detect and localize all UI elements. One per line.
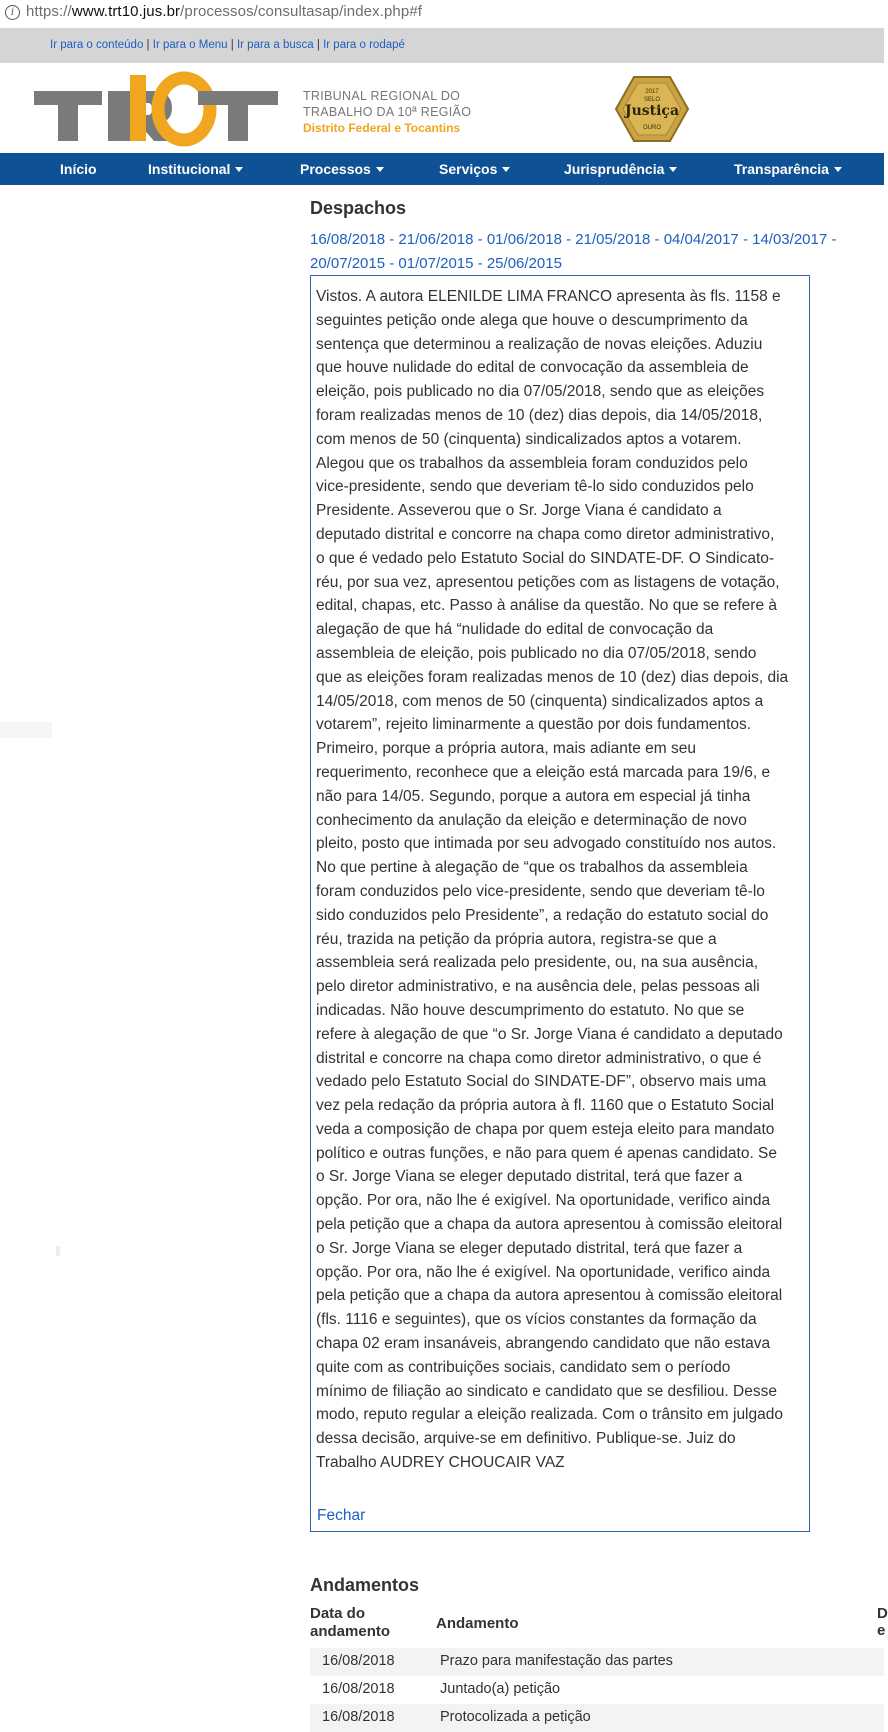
- main-navigation: [0, 153, 884, 185]
- justica-seal-icon: [614, 73, 690, 145]
- despacho-text-line: opção. Por ora, não lhe é exigível. Na oportunidade, verifico ainda: [316, 1263, 771, 1281]
- despacho-text-line: modo, reputo regular a eleição realizada. Com o trânsito em julgado: [316, 1406, 783, 1424]
- despachos-title: Despachos: [310, 198, 407, 218]
- col-header-cut-line2: e: [877, 1622, 886, 1639]
- cell-date: 16/08/2018: [322, 1653, 395, 1669]
- date-link[interactable]: 25/06/2015: [486, 255, 562, 272]
- despacho-text-line: Presidente. Asseverou que o Sr. Jorge Viana é candidato a: [316, 502, 722, 520]
- nav-item-transparencia[interactable]: Transparência: [734, 161, 842, 177]
- browser-address-bar[interactable]: [0, 0, 884, 29]
- skip-to-menu-link[interactable]: Ir para o Menu: [152, 39, 228, 51]
- table-row: [310, 1676, 884, 1704]
- despacho-text-line: mínimo de filiação ao sindicato e candidato que se desfiliou. Desse: [316, 1382, 777, 1400]
- table-row: [310, 1648, 884, 1676]
- separator: -: [389, 231, 395, 248]
- separator: -: [831, 231, 837, 248]
- cell-date: 16/08/2018: [322, 1681, 395, 1697]
- despacho-text-line: político e outras funções, e não para quem é apenas candidato. Se: [316, 1144, 778, 1162]
- date-links-row-1: [310, 228, 884, 252]
- despacho-text-line: No que pertine à alegação de “que os trabalhos da assembleia: [316, 859, 748, 877]
- date-links-row-2: [310, 252, 884, 276]
- col-header-cut-line1: D: [877, 1605, 888, 1622]
- skip-to-footer-link[interactable]: Ir para o rodapé: [323, 39, 405, 51]
- col-header-date-line1: Data do: [310, 1605, 366, 1622]
- close-link[interactable]: Fechar: [317, 1507, 366, 1524]
- caret-down-icon: [834, 167, 842, 172]
- despacho-text-line: não para 14/05. Segundo, porque a autora em especial já tinha: [316, 787, 751, 805]
- separator: -: [389, 255, 395, 272]
- despacho-text-line: Primeiro, porque a própria autora, mais adiante em seu: [316, 740, 696, 758]
- seal-top: SELO: [643, 97, 661, 103]
- date-link[interactable]: 21/06/2018: [398, 231, 474, 248]
- despacho-text-line: conhecimento da anulação da eleição e determinação de novo: [316, 811, 747, 829]
- col-header-date: [310, 1605, 390, 1641]
- despacho-text-line: opção. Por ora, não lhe é exigível. Na oportunidade, verifico ainda: [316, 1192, 771, 1210]
- despacho-text-line: réu, trazida na petição da própria autora, registra-se que a: [316, 930, 717, 948]
- despacho-text-line: pela petição que a chapa da autora apresentou à comissão eleitoral: [316, 1287, 783, 1305]
- caret-down-icon: [235, 167, 243, 172]
- despacho-text-line: 14/05/2018, com menos de 50 (cinquenta) sindicalizados aptos a: [316, 692, 764, 710]
- info-icon[interactable]: i: [5, 5, 20, 20]
- separator: -: [477, 255, 483, 272]
- andamentos-title: Andamentos: [310, 1575, 420, 1595]
- col-header-cut: [877, 1605, 888, 1639]
- cell-andamento: Juntado(a) petição: [440, 1681, 561, 1697]
- despacho-text-line: pleito, posto que intimada por seu advogado constituído nos autos.: [316, 835, 777, 853]
- despacho-text-line: distrital e concorre na chapa como diretor administrativo, o que é: [316, 1049, 762, 1067]
- despacho-text-line: Trabalho AUDREY CHOUCAIR VAZ: [316, 1454, 565, 1472]
- despacho-text-line: seguintes petição onde alega que houve o descumprimento da: [316, 311, 748, 329]
- table-row: [310, 1704, 884, 1732]
- skip-to-content-link[interactable]: Ir para o conteúdo: [50, 39, 144, 51]
- institution-line-1: TRIBUNAL REGIONAL DO: [303, 89, 461, 103]
- despacho-text-line: vice-presidente, sendo que deveriam tê-lo sido conduzidos pelo: [316, 478, 754, 496]
- caret-down-icon: [376, 167, 384, 172]
- institution-region: Distrito Federal e Tocantins: [303, 121, 461, 135]
- date-link[interactable]: 20/07/2015: [310, 255, 386, 272]
- separator: |: [146, 39, 150, 51]
- despacho-text-line: sentença que determinou a realização de novas eleições. Aduziu: [316, 335, 763, 353]
- despacho-text-line: assembleia será realizada pelo presidente, ou, na sua ausência,: [316, 954, 759, 972]
- cell-date: 16/08/2018: [322, 1709, 395, 1725]
- despacho-text-line: com menos de 50 (cinquenta) sindicalizados aptos a votarem.: [316, 430, 742, 448]
- institution-line-2: TRABALHO DA 10ª REGIÃO: [303, 105, 472, 119]
- date-link[interactable]: 14/03/2017: [752, 231, 828, 248]
- seal-title: Justiça: [624, 103, 680, 119]
- despacho-text-line: Alegou que os trabalhos da assembleia foram conduzidos pelo: [316, 454, 748, 472]
- despacho-text-line: votarem”, rejeito liminarmente a questão por dois fundamentos.: [316, 716, 752, 734]
- date-link[interactable]: 16/08/2018: [310, 231, 386, 248]
- nav-item-jurisprudencia[interactable]: Jurisprudência: [564, 161, 677, 177]
- logo-letter-t2-stem: [228, 91, 248, 141]
- despacho-text-line: dessa decisão, arquive-se em definitivo. Publique-se. Juiz do: [316, 1430, 736, 1448]
- skip-to-search-link[interactable]: Ir para a busca: [236, 39, 314, 51]
- table-header: [310, 1605, 888, 1643]
- col-header-date-line2: andamento: [310, 1623, 391, 1640]
- despacho-text-line: deputado distrital e concorre na chapa como diretor administrativo,: [316, 525, 775, 543]
- caret-down-icon: [669, 167, 677, 172]
- despacho-text-line: réu, por sua vez, apresentou petições com as listagens de votação,: [316, 573, 780, 591]
- nav-item-inicio[interactable]: Início: [60, 161, 97, 177]
- despacho-text-line: vez pela redação da própria autora à fl. 1160 que o Estatuto Social: [316, 1097, 775, 1115]
- despacho-text-line: eleição, pois publicado no dia 07/05/2018, sendo que as eleições: [316, 383, 765, 401]
- despacho-text-line: chapa 02 eram insanáveis, abrangendo candidato que não estava: [316, 1335, 771, 1353]
- despacho-text-line: sido conduzidos pelo Presidente”, a redação do estatuto social do: [316, 906, 769, 924]
- separator: |: [316, 39, 320, 51]
- left-column-artifact: [0, 722, 52, 738]
- date-link[interactable]: 21/05/2018: [575, 231, 651, 248]
- despacho-text-line: foram conduzidos pelo vice-presidente, sendo que deveriam tê-lo: [316, 882, 765, 900]
- address-url[interactable]: https://www.trt10.jus.br/processos/consultasap/index.php#f: [26, 3, 423, 20]
- separator: -: [742, 231, 748, 248]
- seal-bottom: OURO: [643, 125, 661, 131]
- despacho-text-line: Vistos. A autora ELENILDE LIMA FRANCO apresenta às fls. 1158 e: [316, 288, 781, 305]
- col-header-andamento: Andamento: [436, 1615, 519, 1632]
- despacho-text-line: que houve nulidade do edital de convocação da assembleia de: [316, 359, 749, 377]
- trt-logo[interactable]: [34, 73, 279, 145]
- despacho-text-line: o Sr. Jorge Viana se eleger deputado distrital, terá que fazer a: [316, 1168, 743, 1186]
- logo-number-1: [130, 75, 146, 141]
- skip-links: [50, 39, 405, 51]
- nav-item-processos[interactable]: Processos: [300, 161, 384, 177]
- separator: |: [230, 39, 234, 51]
- date-link[interactable]: 01/06/2018: [486, 231, 562, 248]
- institution-name: [303, 88, 471, 136]
- despacho-text-line: pela petição que a chapa da autora apresentou à comissão eleitoral: [316, 1216, 783, 1234]
- despacho-text-line: o que é vedado pelo Estatuto Social do SINDATE-DF. O Sindicato-: [316, 549, 775, 567]
- despacho-text-line: assembleia de eleição, pois publicado no dia 07/05/2018, sendo: [316, 644, 757, 662]
- despacho-text-line: edital, chapas, etc. Passo à análise da questão. No que se refere à: [316, 597, 777, 615]
- despacho-text-line: quite com as contribuições sociais, candidato sem o período: [316, 1358, 731, 1376]
- separator: -: [566, 231, 572, 248]
- nav-item-servicos[interactable]: Serviços: [439, 161, 510, 177]
- despacho-text-line: alegação de que há “nulidade do edital de convocação da: [316, 621, 714, 639]
- caret-down-icon: [502, 167, 510, 172]
- despacho-text-line: (fls. 1116 e seguintes), que os vícios constantes da formação da: [316, 1311, 757, 1329]
- despacho-text-line: requerimento, reconhece que a eleição está marcada para 19/6, e: [316, 763, 771, 781]
- despacho-text-line: pelo diretor administrativo, e na ausência dele, pelas pessoas ali: [316, 978, 760, 996]
- despacho-text-line: indicadas. Não houve descumprimento do estatuto. No que se: [316, 1001, 745, 1019]
- despacho-text-line: vedado pelo Estatuto Social do SINDATE-DF”, observo mais uma: [316, 1073, 767, 1091]
- left-column-artifact: [56, 1246, 60, 1256]
- despacho-text-line: refere à alegação de que “o Sr. Jorge Viana é candidato a deputado: [316, 1025, 783, 1043]
- despacho-text-line: veda a composição de chapa por quem esteja eleito para mandato: [316, 1120, 775, 1138]
- despacho-content-box: [310, 275, 810, 1532]
- despachos-date-links: [310, 228, 884, 276]
- despacho-text: [316, 285, 811, 1475]
- seal-year: 2017: [645, 89, 659, 95]
- cell-andamento: Prazo para manifestação das partes: [440, 1653, 673, 1669]
- date-link[interactable]: 01/07/2015: [398, 255, 474, 272]
- separator: -: [654, 231, 660, 248]
- cell-andamento: Protocolizada a petição: [440, 1709, 591, 1725]
- date-link[interactable]: 04/04/2017: [663, 231, 739, 248]
- separator: -: [477, 231, 483, 248]
- accessibility-bar: [0, 29, 884, 63]
- despacho-text-line: foram realizadas menos de 10 (dez) dias depois, dia 14/05/2018,: [316, 406, 763, 424]
- nav-item-institucional[interactable]: Institucional: [148, 161, 243, 177]
- logo-letter-t1-stem: [58, 91, 78, 141]
- despacho-text-line: o Sr. Jorge Viana se eleger deputado distrital, terá que fazer a: [316, 1239, 743, 1257]
- despacho-text-line: que as eleições foram realizadas menos de 10 (dez) dias depois, dia: [316, 668, 789, 686]
